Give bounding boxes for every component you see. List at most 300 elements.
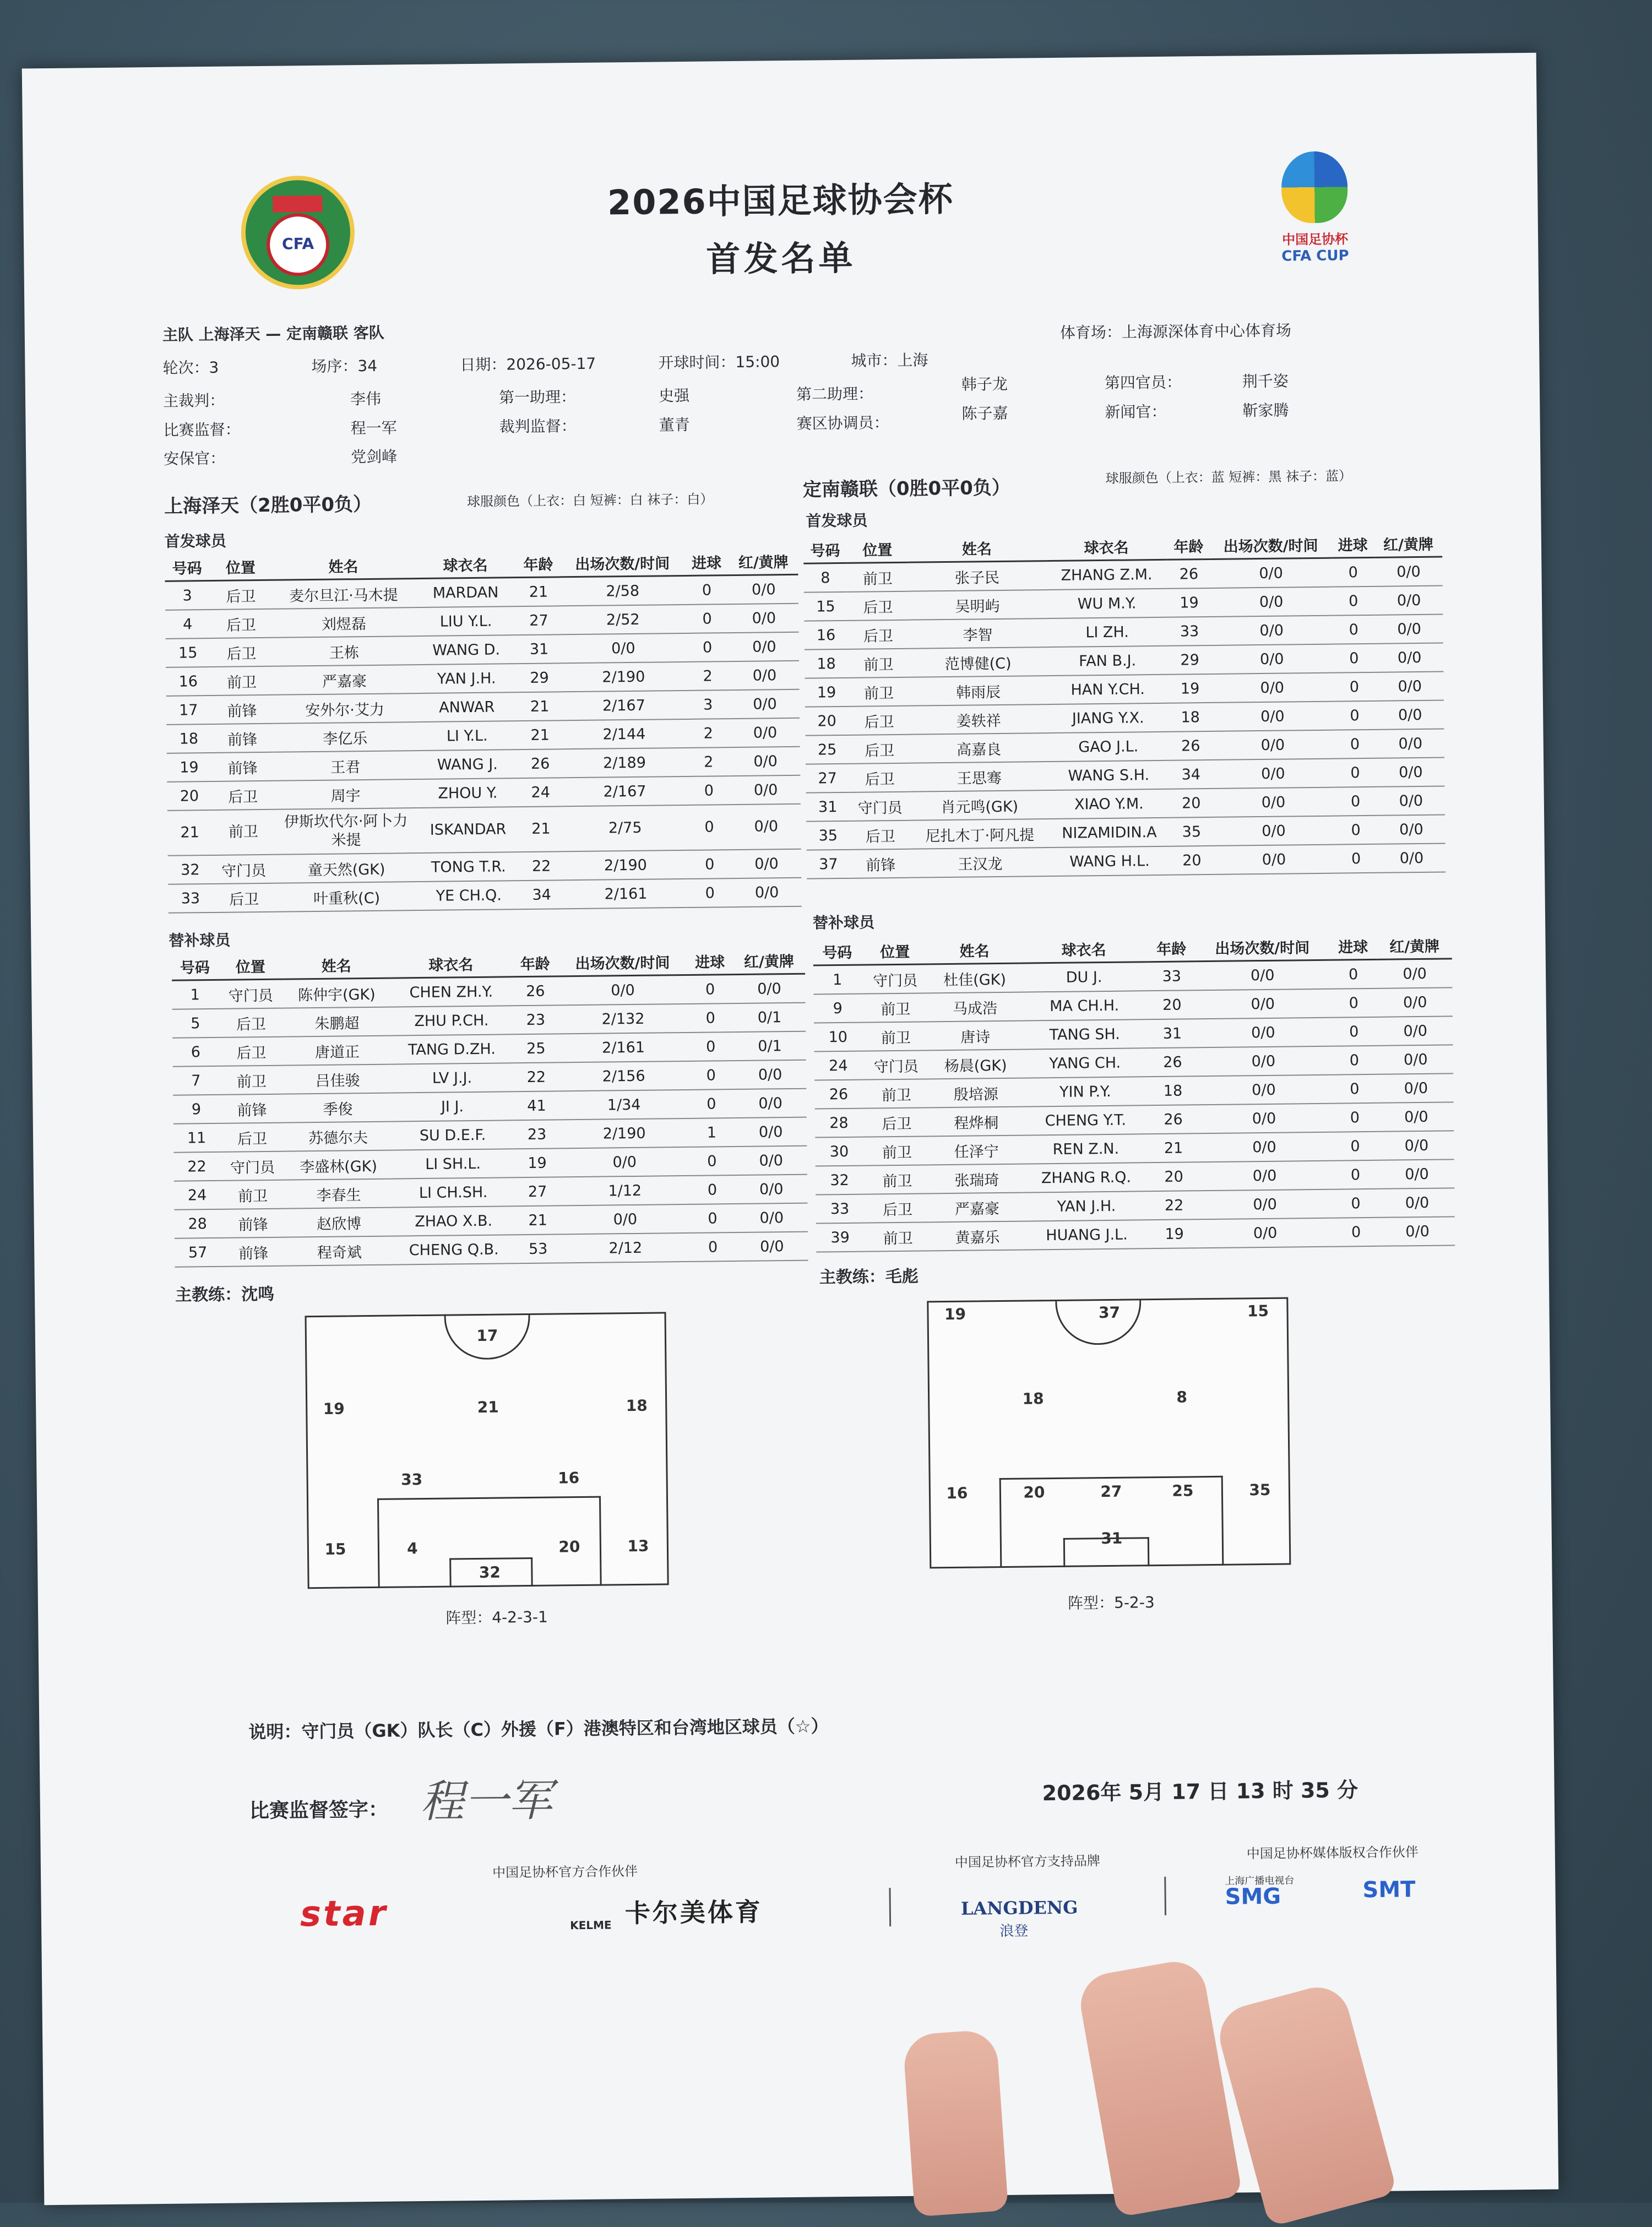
doc-title: 2026中国足球协会杯 (607, 178, 954, 223)
player-shirt-icon: 25 (1167, 1475, 1199, 1504)
table-cell: 22 (1150, 1191, 1198, 1220)
table-cell: CHEN ZH.Y. (390, 977, 513, 1007)
table-cell: 20 (1150, 1162, 1198, 1191)
table-cell: 0/0 (1374, 557, 1442, 586)
table-cell: 19 (514, 1148, 560, 1177)
table-cell: MA CH.H. (1020, 991, 1148, 1020)
table-cell: 叶重秋(C) (275, 882, 419, 912)
table-cell: 17 (166, 696, 211, 725)
table-cell: 前卫 (848, 677, 910, 707)
column-header: 出场次数/时间 (1210, 531, 1332, 560)
table-cell: FAN B.J. (1047, 646, 1169, 676)
table-cell: 21 (1149, 1133, 1198, 1163)
table-row (167, 804, 801, 856)
table-cell: YIN P.Y. (1021, 1077, 1149, 1106)
table-cell: 11 (173, 1123, 220, 1153)
table-cell: 19 (167, 753, 211, 782)
table-cell: 0/0 (1196, 989, 1330, 1019)
sponsor-divider (889, 1888, 891, 1926)
table-cell: 39 (816, 1223, 865, 1252)
table-cell: 2/167 (562, 691, 686, 720)
table-cell: 程烨桐 (930, 1107, 1021, 1137)
table-cell: 20 (805, 707, 849, 736)
table-cell: 0/0 (1211, 673, 1333, 703)
player-shirt-icon: 18 (1018, 1383, 1049, 1413)
home-starters-table (165, 548, 802, 914)
table-cell: LI Y.L. (416, 721, 518, 751)
table-cell: 33 (1167, 617, 1211, 646)
table-cell: 0/0 (1213, 787, 1334, 817)
table-cell: JI J. (391, 1091, 514, 1121)
table-cell: 23 (513, 1005, 559, 1034)
table-cell: 0/0 (1197, 1104, 1331, 1134)
table-cell: 后卫 (849, 706, 910, 735)
smg-logo: SMG (1225, 1883, 1281, 1910)
table-cell: 吕佳骏 (284, 1064, 392, 1094)
table-cell: 前锋 (221, 1237, 286, 1267)
table-cell: 0/0 (735, 1146, 807, 1175)
ref-supervisor-label: 裁判监督： (499, 416, 577, 436)
table-cell: 2/190 (563, 850, 687, 880)
table-cell: 前卫 (862, 1022, 930, 1051)
home-formation-pitch (305, 1312, 669, 1589)
table-cell: 19 (1167, 588, 1211, 617)
away-starters-table (803, 530, 1446, 879)
table-cell: 25 (513, 1034, 559, 1063)
table-cell: 0/0 (730, 689, 800, 719)
table-cell: 0/0 (1211, 644, 1333, 674)
table-cell: 0 (689, 1175, 735, 1204)
table-cell: 后卫 (847, 591, 909, 621)
table-cell: 21 (167, 810, 213, 856)
table-cell: 1 (172, 980, 218, 1009)
table-cell: 2/52 (561, 605, 685, 634)
table-cell: 陈仲宇(GK) (283, 978, 390, 1008)
table-cell: 朱鹏超 (284, 1007, 391, 1037)
table-cell: 后卫 (210, 609, 273, 638)
table-cell: 安外尔·艾力 (273, 693, 416, 724)
column-header: 年龄 (516, 550, 561, 577)
table-cell: 9 (813, 994, 862, 1023)
table-cell: 2/12 (561, 1233, 690, 1263)
table-cell: MARDAN (415, 578, 517, 607)
table-cell: 0/0 (1214, 845, 1335, 874)
table-cell: 2 (686, 661, 730, 691)
table-cell: 前卫 (863, 1165, 931, 1194)
table-cell: 后卫 (210, 638, 273, 667)
table-cell: 0/0 (735, 1117, 807, 1147)
smt-logo: SMT (1362, 1877, 1416, 1903)
player-shirt-icon: 16 (942, 1478, 973, 1507)
table-cell: 0/0 (736, 1232, 808, 1261)
table-cell: 0 (688, 878, 732, 908)
table-cell: 0 (1329, 959, 1378, 988)
table-cell: 前卫 (210, 666, 273, 696)
table-cell: 1/12 (561, 1176, 689, 1205)
table-cell: 黄嘉乐 (932, 1221, 1023, 1251)
table-cell: 20 (167, 781, 211, 811)
table-cell: 18 (1149, 1076, 1197, 1105)
table-cell: REN Z.N. (1022, 1134, 1150, 1164)
column-header: 位置 (218, 953, 283, 980)
table-cell: 2/156 (559, 1061, 688, 1091)
column-header: 球衣名 (1020, 935, 1148, 963)
column-header: 姓名 (271, 552, 415, 580)
table-cell: 0/0 (1197, 1075, 1330, 1105)
table-cell: 0 (687, 776, 731, 805)
smg-cn: 上海广播电视台 (1225, 1875, 1295, 1887)
player-shirt-icon: 19 (939, 1299, 971, 1328)
kelme-small: KELME (569, 1918, 612, 1932)
table-cell: 29 (1168, 645, 1211, 675)
table-cell: 0 (1334, 844, 1378, 873)
table-cell: 0/0 (1211, 587, 1332, 617)
table-cell: 0/0 (734, 1089, 806, 1118)
table-cell: 前锋 (220, 1209, 286, 1238)
table-cell: 0 (1334, 816, 1377, 845)
table-cell: 王栋 (273, 636, 416, 666)
table-row (168, 878, 801, 913)
table-cell: 0 (1331, 1103, 1379, 1132)
table-cell: 0 (688, 1089, 735, 1118)
table-cell: 0/0 (1375, 615, 1443, 644)
table-cell: 尼扎木丁·阿凡提 (911, 819, 1049, 849)
table-cell: 季俊 (284, 1093, 392, 1123)
table-cell: 后卫 (849, 735, 910, 764)
player-shirt-icon: 17 (472, 1320, 503, 1349)
table-cell: 王思骞 (910, 762, 1048, 792)
table-cell: 16 (166, 667, 210, 696)
player-shirt-icon: 16 (553, 1463, 584, 1492)
table-cell: 27 (514, 1177, 561, 1206)
ar2: 韩子龙 (961, 374, 1008, 394)
finger (903, 2029, 1009, 2217)
table-cell: 王汉龙 (911, 848, 1049, 878)
table-cell: 0/0 (730, 718, 800, 747)
teams-line: 主队 上海泽天 — 定南赣联 客队 (162, 323, 384, 344)
player-shirt-icon: 20 (554, 1531, 585, 1561)
column-header: 出场次数/时间 (1195, 933, 1329, 962)
away-subs-table (813, 932, 1455, 1252)
table-cell: 7 (173, 1066, 219, 1095)
table-cell: 后卫 (209, 580, 272, 610)
table-cell: 0/0 (1378, 987, 1453, 1017)
table-cell: 35 (806, 821, 850, 850)
player-shirt-icon: 20 (1019, 1477, 1050, 1506)
match-no: 场序：34 (311, 356, 378, 376)
column-header: 进球 (1331, 531, 1374, 558)
table-cell: 26 (1149, 1047, 1197, 1077)
security: 党剑峰 (351, 447, 398, 466)
table-cell: 15 (804, 592, 847, 621)
table-cell: 0/0 (1210, 558, 1332, 588)
table-cell: 后卫 (847, 620, 909, 649)
table-cell: ANWAR (416, 692, 518, 722)
table-cell: 0/0 (731, 775, 800, 805)
table-cell: 24 (174, 1181, 220, 1210)
table-cell: 21 (518, 720, 562, 749)
table-cell: 30 (815, 1137, 863, 1166)
player-shirt-icon: 33 (396, 1464, 427, 1493)
table-cell: TANG D.ZH. (390, 1034, 513, 1064)
table-cell: 严嘉豪 (273, 665, 416, 695)
table-cell: GAO J.L. (1047, 732, 1169, 762)
table-cell: 33 (1148, 962, 1196, 991)
table-cell: 王君 (274, 751, 417, 781)
table-cell: CHENG Q.B. (393, 1235, 515, 1264)
table-cell: 0 (1332, 1218, 1381, 1247)
column-header: 位置 (209, 553, 272, 581)
table-cell: LIU Y.L. (415, 606, 517, 636)
table-cell: 0/0 (1378, 1073, 1453, 1102)
table-cell: 21 (514, 1205, 561, 1235)
away-team-name: 定南赣联（0胜0平0负） (802, 476, 1011, 501)
table-cell: 0 (1333, 758, 1377, 787)
stadium: 体育场：上海源深体育中心体育场 (1059, 321, 1292, 342)
table-cell: 26 (518, 749, 563, 778)
round: 轮次：3 (162, 358, 219, 377)
table-cell: 后卫 (863, 1107, 931, 1137)
table-cell: 0 (687, 1003, 733, 1033)
table-cell: 0 (689, 1147, 735, 1176)
column-header: 姓名 (283, 952, 390, 980)
table-cell: 0/0 (1197, 1132, 1331, 1163)
table-cell: 吴明屿 (909, 590, 1047, 620)
table-cell: 守门员 (220, 1151, 285, 1181)
table-cell: 0/0 (1212, 730, 1333, 760)
table-cell: 19 (805, 678, 848, 707)
table-cell: 19 (1150, 1219, 1199, 1248)
home-starters-label: 首发球员 (164, 531, 226, 551)
table-cell: 唐道正 (284, 1036, 391, 1066)
player-shirt-icon: 18 (621, 1390, 653, 1420)
column-header: 位置 (847, 536, 909, 563)
table-cell: 0/0 (1377, 959, 1452, 988)
table-cell: 前锋 (850, 849, 911, 878)
table-cell: 37 (807, 850, 850, 879)
player-shirt-icon: 4 (397, 1533, 428, 1562)
table-cell: 0/0 (1198, 1161, 1332, 1191)
column-header: 号码 (165, 554, 209, 581)
table-cell: 0/0 (1376, 672, 1444, 701)
city: 城市：上海 (851, 351, 928, 370)
table-cell: 18 (805, 649, 848, 678)
table-cell: 21 (516, 577, 561, 606)
table-cell: 0 (689, 1232, 736, 1262)
table-cell: 0 (1330, 1074, 1379, 1104)
table-cell: 0/0 (1213, 759, 1334, 789)
table-cell: 5 (172, 1009, 219, 1038)
legend-note: 说明：守门员（GK）队长（C）外援（F）港澳特区和台湾地区球员（☆） (248, 1715, 829, 1743)
sponsor-caption-3: 中国足协杯媒体版权合作伙伴 (1246, 1844, 1419, 1862)
player-shirt-icon: 19 (318, 1393, 350, 1422)
table-cell: LI ZH. (1046, 617, 1168, 647)
table-cell: 0 (689, 1204, 736, 1233)
table-cell: 27 (517, 606, 561, 635)
table-cell: 27 (806, 764, 849, 793)
table-cell: NIZAMIDIN.A (1048, 818, 1170, 848)
table-cell: 1/34 (559, 1090, 688, 1120)
table-cell: WU M.Y. (1046, 589, 1168, 618)
table-cell: 21 (519, 806, 564, 852)
table-cell: 0/0 (1213, 816, 1334, 846)
table-cell: 35 (1170, 817, 1213, 846)
table-cell: 0 (1332, 1160, 1380, 1189)
table-cell: WANG J. (416, 749, 518, 779)
player-shirt-icon: 15 (320, 1534, 351, 1563)
table-cell: DU J. (1020, 962, 1148, 992)
table-cell: ZHANG R.Q. (1023, 1163, 1150, 1192)
signature-label: 比赛监督签字： (249, 1798, 389, 1823)
home-team-name: 上海泽天（2胜0平0负） (164, 493, 372, 518)
table-cell: 前卫 (847, 562, 909, 592)
column-header: 红/黄牌 (733, 947, 805, 975)
table-cell: 0 (684, 575, 729, 605)
table-cell: 0/0 (1211, 616, 1332, 645)
table-cell: 李春生 (285, 1179, 393, 1209)
table-cell: ZHU P.CH. (390, 1006, 513, 1035)
table-cell: 20 (1170, 846, 1214, 875)
table-cell: 0/0 (732, 849, 801, 878)
table-cell: 26 (814, 1080, 863, 1109)
table-cell: 后卫 (220, 1123, 285, 1152)
table-cell: 0/0 (730, 632, 799, 661)
table-cell: HUANG J.L. (1023, 1220, 1151, 1250)
table-cell: 18 (1169, 703, 1212, 732)
table-cell: 0/0 (560, 1147, 689, 1177)
table-cell: 0 (684, 604, 729, 633)
column-header: 球衣名 (1046, 533, 1167, 561)
table-cell: 0 (688, 1032, 734, 1061)
cup-logo-en: CFA CUP (1281, 247, 1349, 265)
table-cell: 0/0 (731, 804, 801, 850)
table-cell: 李盛林(GK) (285, 1150, 392, 1180)
table-cell: 0 (1332, 586, 1375, 616)
column-header: 出场次数/时间 (561, 549, 684, 577)
table-cell: 0/0 (1212, 702, 1333, 731)
star-sponsor-logo: star (300, 1893, 388, 1935)
away-formation-pitch (927, 1297, 1291, 1569)
home-coach: 主教练：沈鸣 (175, 1284, 275, 1305)
table-cell: 0 (687, 805, 732, 850)
table-cell: 6 (172, 1038, 219, 1067)
table-cell: 守门员 (862, 1050, 930, 1079)
column-header: 红/黄牌 (1374, 530, 1442, 558)
table-cell: 0/0 (1377, 815, 1445, 844)
supervisor: 程一军 (350, 419, 397, 438)
table-cell: 0/0 (1378, 844, 1446, 873)
table-cell: 后卫 (213, 883, 275, 912)
away-subs-label: 替补球员 (812, 913, 875, 932)
table-cell: 0 (1329, 988, 1378, 1018)
table-cell: 8 (803, 563, 847, 592)
table-cell: 0 (685, 633, 730, 662)
table-cell: 0/0 (734, 1060, 806, 1089)
lineup-sheet (22, 53, 1558, 2206)
player-shirt-icon: 27 (1096, 1476, 1127, 1506)
table-cell: 前卫 (848, 649, 910, 678)
table-cell: ZHOU Y. (417, 778, 519, 808)
column-header: 年龄 (512, 949, 558, 976)
press-label: 新闻官： (1105, 402, 1167, 421)
home-subs-label: 替补球员 (169, 931, 231, 950)
table-cell: 0 (687, 975, 733, 1004)
table-cell: 0/0 (1198, 1218, 1332, 1248)
table-cell: TANG SH. (1021, 1019, 1149, 1049)
table-cell: 0/0 (1379, 1131, 1454, 1160)
table-cell: YAN J.H. (1023, 1191, 1150, 1221)
table-cell: 伊斯坎代尔·阿卜力米提 (274, 808, 417, 855)
table-cell: 10 (814, 1023, 862, 1052)
table-cell: 唐诗 (930, 1021, 1021, 1051)
table-cell: 刘煜磊 (273, 607, 416, 638)
cfa-emblem-text: CFA (267, 213, 330, 276)
table-cell: LI SH.L. (392, 1149, 514, 1178)
column-header: 进球 (684, 548, 729, 575)
table-cell: 张瑞琦 (931, 1164, 1023, 1194)
player-shirt-icon: 21 (472, 1392, 504, 1421)
table-cell: 2 (686, 747, 731, 776)
referee: 李伟 (350, 389, 382, 409)
table-cell: 33 (816, 1194, 864, 1224)
player-shirt-icon: 37 (1094, 1297, 1125, 1327)
table-cell: 2/58 (561, 575, 684, 606)
table-cell: 0/0 (1378, 1045, 1453, 1074)
table-cell: 2/190 (560, 1118, 689, 1148)
away-kit: 球服颜色（上衣：蓝 短裤：黑 袜子：蓝） (1105, 468, 1352, 486)
column-header: 号码 (172, 953, 218, 980)
table-cell: 0/0 (1375, 586, 1443, 615)
ref-supervisor: 董青 (659, 415, 690, 434)
away-formation: 阵型：5-2-3 (1067, 1593, 1155, 1612)
fourth-official: 荆千姿 (1242, 372, 1289, 391)
table-cell: 26 (1167, 559, 1210, 588)
table-cell: 0 (1330, 1017, 1378, 1046)
table-cell: 0/0 (729, 574, 798, 604)
table-cell: 41 (513, 1091, 559, 1120)
table-cell: 0/0 (1196, 1018, 1330, 1048)
column-header: 号码 (803, 536, 847, 563)
table-cell: 前锋 (211, 752, 274, 781)
table-cell: 0/0 (736, 1203, 808, 1232)
away-starters-label: 首发球员 (806, 511, 868, 530)
table-cell: 33 (168, 884, 213, 913)
table-cell: 2/161 (564, 879, 688, 909)
table-cell: 0 (1330, 1046, 1378, 1075)
table-cell: 23 (514, 1120, 560, 1149)
table-cell: 前锋 (219, 1094, 285, 1123)
table-cell: LI CH.SH. (392, 1177, 515, 1207)
table-cell: 肖元鸣(GK) (910, 790, 1048, 821)
table-cell: 18 (166, 724, 211, 753)
table-cell: 前锋 (210, 695, 273, 724)
column-header: 球衣名 (415, 551, 517, 578)
table-cell: 2 (686, 719, 731, 748)
table-cell: 赵欣博 (285, 1208, 393, 1237)
table-cell: 0 (1332, 615, 1376, 644)
sponsor-caption-2: 中国足协杯官方支持品牌 (954, 1853, 1101, 1870)
table-cell: 0/0 (1379, 1159, 1454, 1188)
table-cell: 李亿乐 (274, 722, 417, 752)
table-cell: 34 (519, 880, 564, 909)
table-cell: 0/0 (731, 747, 800, 776)
table-cell: 后卫 (863, 1193, 931, 1223)
table-cell: 张子民 (908, 561, 1046, 591)
table-cell: 0/0 (735, 1175, 807, 1204)
table-cell: 0/0 (1378, 1016, 1453, 1045)
column-header: 出场次数/时间 (558, 948, 687, 976)
table-cell: 2/161 (559, 1033, 688, 1062)
